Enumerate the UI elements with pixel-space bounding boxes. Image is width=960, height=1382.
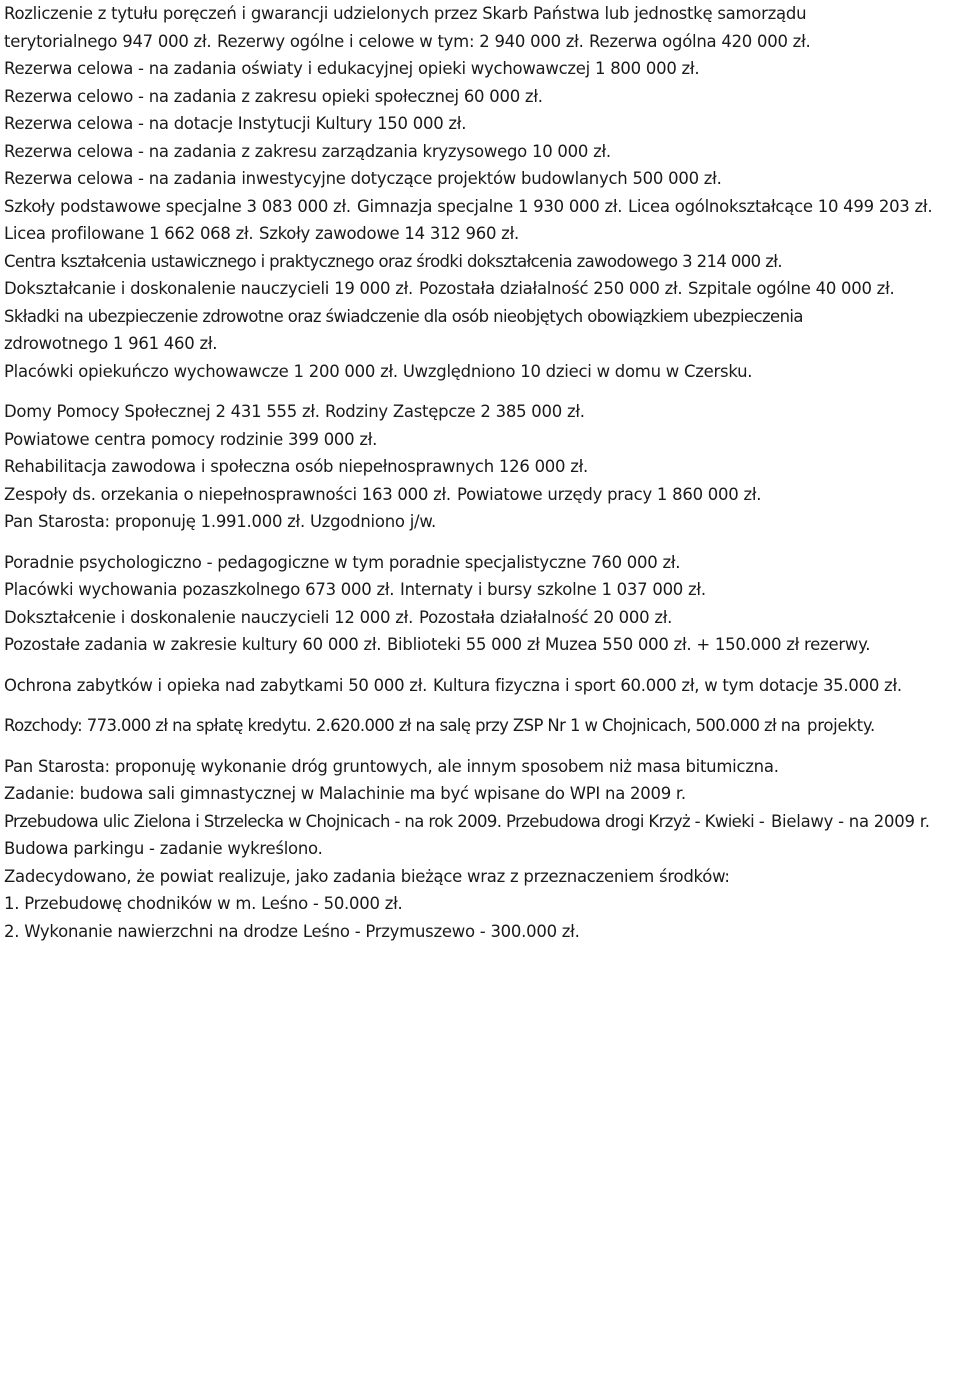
- text-line: Bielawy - na 2009 r.: [771, 811, 930, 831]
- text-line: Szpitale ogólne 40 000 zł.: [688, 279, 895, 298]
- document-body: [4, 0, 956, 945]
- text-line: Licea profilowane 1 662 068 zł.: [4, 224, 254, 243]
- text-line: Rodziny Zastępcze 2 385 000 zł.: [325, 402, 585, 421]
- text-line: Rozliczenie z tytułu poręczeń i gwarancji udzielonych przez Skarb Państwa lub jednostkę samorządu: [4, 4, 807, 23]
- text-line: zdrowotnego 1 961 460 zł.: [4, 334, 218, 353]
- text-line: Przebudowa ulic Zielona i Strzelecka w Chojnicach - na rok 2009. Przebudowa drogi Krzyż - Kwieki -: [4, 811, 765, 831]
- text-line: Biblioteki 55 000 zł: [387, 635, 540, 654]
- text-line: Dokształcanie i doskonalenie nauczycieli 19 000 zł.: [4, 279, 414, 298]
- text-line: Składki na ubezpieczenie zdrowotne oraz świadczenie dla osób nieobjętych obowiązkiem ubezpieczenia: [4, 306, 803, 326]
- text-line: Pozostała działalność 20 000 zł.: [419, 607, 673, 627]
- text-line: Dokształcenie i doskonalenie nauczycieli 12 000 zł.: [4, 607, 414, 627]
- text-line: Muzea 550 000 zł. + 150.000 zł rezerwy.: [545, 635, 871, 654]
- text-line: Ochrona zabytków i opieka nad zabytkami 50 000 zł.: [4, 675, 428, 695]
- text-line: Placówki opiekuńczo wychowawcze 1 200 000 zł. Uwzględniono 10 dzieci w domu w Czersku.: [4, 361, 753, 381]
- text-line: terytorialnego 947 000 zł.: [4, 31, 212, 51]
- text-line: Budowa parkingu - zadanie wykreślono.: [4, 839, 323, 858]
- text-line: Gimnazja specjalne 1 930 000 zł.: [357, 196, 623, 216]
- text-line: Pozostałe zadania w zakresie kultury 60 000 zł.: [4, 635, 382, 654]
- text-line: Kultura fizyczna i sport 60.000 zł, w tym dotacje 35.000 zł.: [433, 675, 902, 695]
- text-line: Rehabilitacja zawodowa i społeczna osób niepełnosprawnych 126 000 zł.: [4, 457, 589, 476]
- text-line: Zadecydowano, że powiat realizuje, jako zadania bieżące wraz z przeznaczeniem środków:: [4, 866, 730, 886]
- text-line: Pozostała działalność 250 000 zł.: [419, 279, 683, 298]
- paragraph-expenditures: [4, 712, 956, 740]
- text-line: Szkoły podstawowe specjalne 3 083 000 zł.: [4, 196, 351, 216]
- text-line: Rezerwa celowa - na zadania z zakresu zarządzania kryzysowego 10 000 zł.: [4, 141, 611, 161]
- text-line: Rezerwa celowo - na zadania z zakresu opieki społecznej 60 000 zł.: [4, 86, 543, 106]
- text-line: Rezerwa celowa - na zadania inwestycyjne dotyczące projektów budowlanych 500 000 zł.: [4, 169, 722, 188]
- text-line: Licea ogólnokształcące 10 499 203 zł.: [628, 196, 933, 216]
- text-line: Rezerwa celowa - na dotacje Instytucji Kultury 150 000 zł.: [4, 114, 467, 133]
- paragraph-road-decisions: [4, 753, 956, 946]
- text-line: Poradnie psychologiczno - pedagogiczne w tym poradnie specjalistyczne 760 000 zł.: [4, 552, 681, 572]
- text-line: 2. Wykonanie nawierzchni na drodze Leśno - Przymuszewo - 300.000 zł.: [4, 921, 580, 941]
- text-line: 1. Przebudowę chodników w m. Leśno - 50.000 zł.: [4, 894, 403, 913]
- text-line: Szkoły zawodowe 14 312 960 zł.: [259, 224, 519, 243]
- text-line: Internaty i bursy szkolne 1 037 000 zł.: [400, 580, 706, 599]
- text-line: Centra kształcenia ustawicznego i praktycznego oraz środki dokształcenia zawodowego 3 214 000 zł.: [4, 251, 782, 271]
- text-line: Powiatowe urzędy pracy 1 860 000 zł.: [457, 484, 762, 504]
- paragraph-education-culture: [4, 549, 956, 659]
- text-line: Rezerwy ogólne i celowe w tym: 2 940 000 zł.: [217, 31, 584, 51]
- text-line: Domy Pomocy Społecznej 2 431 555 zł.: [4, 402, 320, 421]
- paragraph-social-care: [4, 398, 956, 536]
- paragraph-heritage-sport: [4, 672, 956, 700]
- text-line: Zadanie: budowa sali gimnastycznej w Malachinie ma być wpisane do WPI na 2009 r.: [4, 784, 686, 803]
- text-line: Zespoły ds. orzekania o niepełnosprawności 163 000 zł.: [4, 484, 451, 504]
- text-line: projekty.: [807, 716, 876, 735]
- text-line: Placówki wychowania pozaszkolnego 673 000 zł.: [4, 580, 395, 599]
- paragraph-budget-reserves: [4, 0, 956, 385]
- text-line: Pan Starosta: proponuję 1.991.000 zł. Uzgodniono j/w.: [4, 512, 437, 531]
- text-line: Powiatowe centra pomocy rodzinie 399 000 zł.: [4, 429, 378, 449]
- text-line: Rezerwa ogólna 420 000 zł.: [589, 31, 811, 51]
- text-line: Rezerwa celowa - na zadania oświaty i edukacyjnej opieki wychowawczej 1 800 000 zł.: [4, 59, 700, 78]
- text-line: Rozchody: 773.000 zł na spłatę kredytu. 2.620.000 zł na salę przy ZSP Nr 1 w Chojnicach, 500.000 zł na: [4, 716, 801, 735]
- text-line: Pan Starosta: proponuję wykonanie dróg gruntowych, ale innym sposobem niż masa bitumiczna.: [4, 756, 779, 776]
